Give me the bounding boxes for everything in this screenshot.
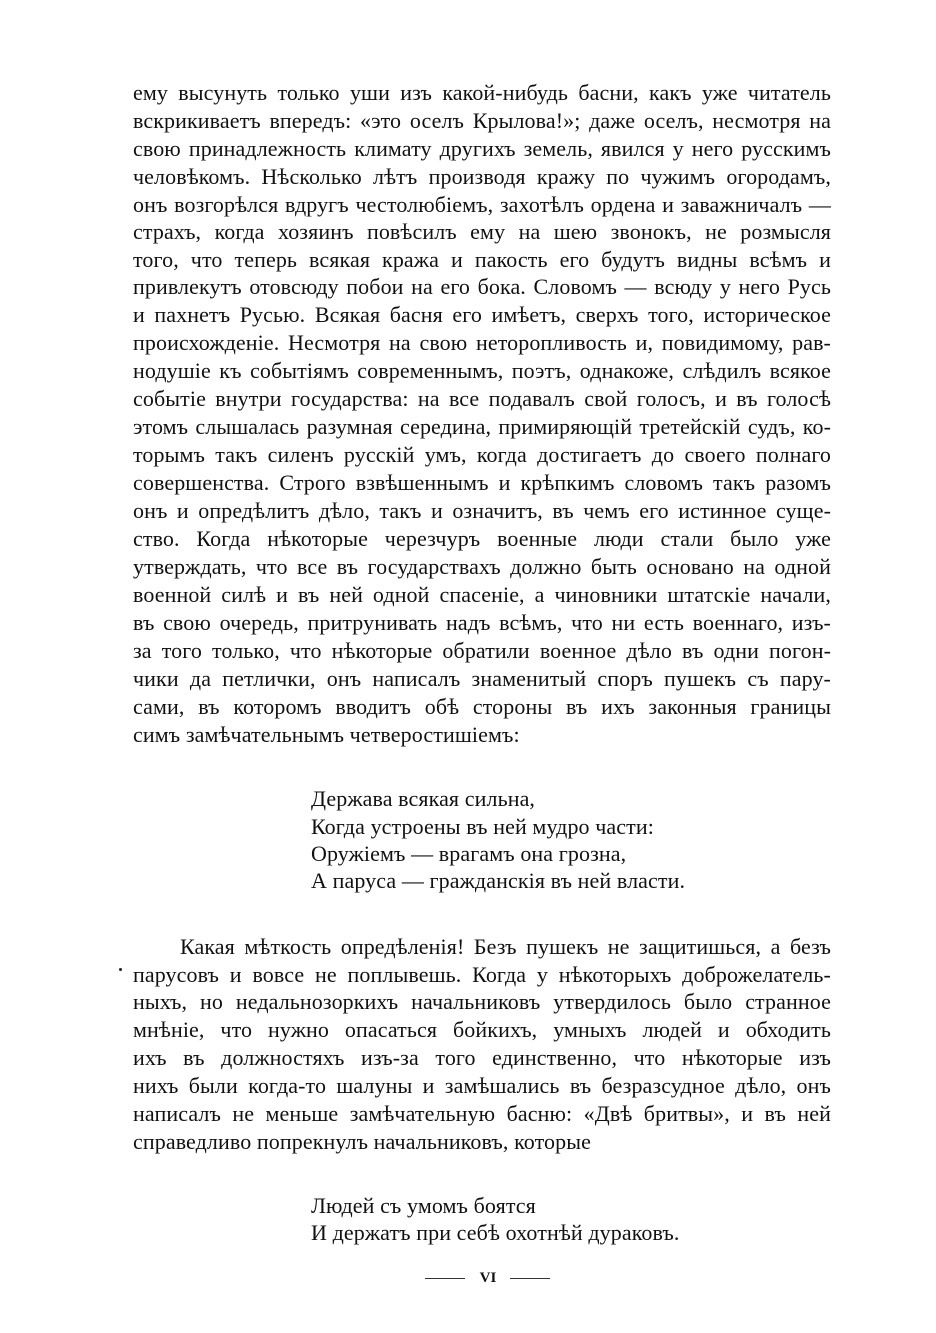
- page-number-text: VI: [479, 1270, 497, 1286]
- text-line: привлекутъ отовсюду побои на его бока. Словомъ — всюду у него Русь: [133, 274, 831, 299]
- text-line: чики да петлички, онъ написалъ знаменитый споръ пушекъ съ пару-: [133, 666, 831, 691]
- text-line: написалъ не меньше замѣчательную басню: «Двѣ бритвы», и въ ней: [133, 1101, 831, 1126]
- text-line: этомъ слышалась разумная середина, примиряющій третейскій судъ, ко-: [133, 414, 831, 439]
- text-line: нихъ были когда-то шалуны и замѣшались въ безразсудное дѣло, онъ: [133, 1073, 831, 1098]
- text-line: ему высунуть только уши изъ какой-нибудь басни, какъ уже читатель: [133, 80, 831, 105]
- text-line: нодушіе къ событіямъ современнымъ, поэтъ, однакоже, слѣдилъ всякое: [133, 358, 831, 383]
- text-line: военной силѣ и въ ней одной спасеніе, а чиновники штатскіе начали,: [133, 582, 831, 607]
- print-speck: [119, 968, 122, 971]
- text-line: ныхъ, но недальнозоркихъ начальниковъ утвердилось было странное: [133, 989, 831, 1014]
- text-line: происхожденіе. Несмотря на свою неторопливость и, повидимому, рав-: [133, 330, 831, 355]
- folio-rule-right: [510, 1278, 550, 1279]
- text-line: человѣкомъ. Нѣсколько лѣтъ производя кражу по чужимъ огородамъ,: [133, 164, 831, 189]
- text-line: мнѣніе, что нужно опасаться бойкихъ, умныхъ людей и обходить: [133, 1017, 831, 1042]
- text-line: справедливо попрекнулъ начальниковъ, которые: [133, 1129, 591, 1154]
- text-line: онъ и опредѣлитъ дѣло, такъ и означитъ, въ чемъ его истинное суще-: [133, 498, 831, 523]
- text-line: свою принадлежность климату другихъ земель, явился у него русскимъ: [133, 136, 831, 161]
- text-line: торымъ такъ силенъ русскій умъ, когда достигаетъ до своего полнаго: [133, 442, 831, 467]
- verse-line: А паруса — гражданскія въ ней власти.: [311, 868, 686, 893]
- text-line: сами, въ которомъ вводитъ обѣ стороны въ ихъ законныя границы: [133, 694, 831, 719]
- text-line: за того только, что нѣкоторые обратили военное дѣло въ одни погон-: [133, 638, 831, 663]
- verse-line: И держатъ при себѣ охотнѣй дураковъ.: [311, 1220, 680, 1245]
- text-line: событіе внутри государства: на все подавалъ свой голосъ, и въ голосѣ: [133, 386, 831, 411]
- folio-rule-left: [425, 1278, 465, 1279]
- verse-line: Оружіемъ — врагамъ она грозна,: [311, 841, 627, 866]
- text-line: симъ замѣчательнымъ четверостишіемъ:: [133, 722, 520, 747]
- text-line: утверждать, что все въ государствахъ должно быть основано на одной: [133, 554, 831, 579]
- text-line: Какая мѣткость опредѣленія! Безъ пушекъ не защитишься, а безъ: [180, 934, 831, 959]
- text-line: совершенства. Строго взвѣшеннымъ и крѣпкимъ словомъ такъ разомъ: [133, 470, 831, 495]
- page-number: [0, 1268, 936, 1288]
- text-line: онъ возгорѣлся вдругъ честолюбіемъ, захотѣлъ ордена и заважничалъ —: [133, 192, 831, 217]
- text-line: страхъ, когда хозяинъ повѣсилъ ему на шею звонокъ, не розмысля: [133, 219, 831, 244]
- text-line: и пахнетъ Русью. Всякая басня его имѣетъ, сверхъ того, историческое: [133, 302, 831, 327]
- text-line: вскрикиваетъ впередъ: «это оселъ Крылова!»; даже оселъ, несмотря на: [133, 108, 831, 133]
- text-line: того, что теперь всякая кража и пакость его будутъ видны всѣмъ и: [133, 247, 831, 272]
- text-line: ство. Когда нѣкоторые черезчуръ военные люди стали было уже: [133, 526, 831, 551]
- text-line: парусовъ и вовсе не поплывешь. Когда у нѣкоторыхъ доброжелатель-: [133, 962, 831, 987]
- verse-line: Когда устроены въ ней мудро части:: [311, 814, 654, 839]
- verse-line: Людей съ умомъ боятся: [311, 1193, 536, 1218]
- text-line: ихъ въ должностяхъ изъ-за того единственно, что нѣкоторые изъ: [133, 1045, 831, 1070]
- text-line: въ свою очередь, притрунивать надъ всѣмъ, что ни есть военнаго, изъ-: [133, 610, 831, 635]
- verse-line: Держава всякая сильна,: [311, 786, 536, 811]
